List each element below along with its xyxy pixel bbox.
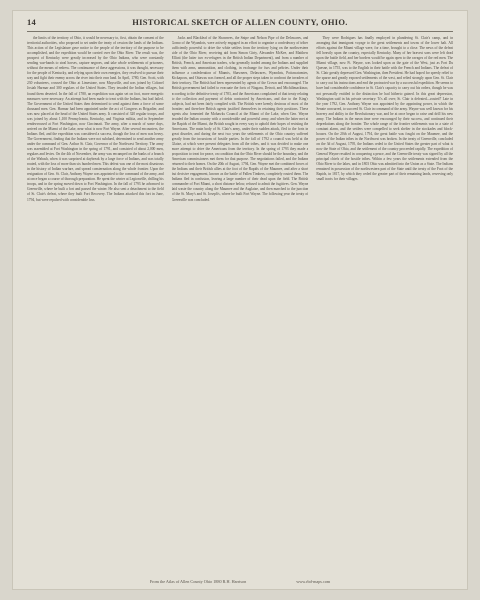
column-1: [27, 36, 164, 571]
page-header: [27, 17, 453, 31]
page-footer: [27, 579, 453, 584]
footer-source: From the Atlas of Allen County Ohio 1880 R.H. Harrison: [149, 579, 247, 584]
atlas-page: [12, 10, 468, 590]
text-columns: [27, 36, 453, 571]
column-3: [316, 36, 453, 571]
column-1-text: the limits of the territory of Ohio, it would be necessary to, first, obtain the consent of the territorial authorities, who proposed to set under the treaty of cession the lands of the Indians. This action of the Legislature gave notice to the people of the territory of the purpose to be accomplished, and the expedition would be carried over the Ohio River. The result was, the prospect of Kentucky were greatly increased by the Ohio Indians, who were constantly sending war-bands to steal horses, capture negroes, and take whole settlements of prisoners, without the means of redress. The continuance of these aggressions, it was thought, necessary for the people of Kentucky, and relying upon their own energies, they resolved to pursue their way and fight their enemy across the river into their own land. In April, 1780, Gen. Scott, with 230 volunteers, crossed the Ohio at Limestone, now Maysville, and was joined by Colonel Josiah Harmar and 300 regulars of the United States. They invaded the Indian villages, but found them deserted. In the fall of 1780, an expedition was again set on foot, more energetic measures were necessary. An attempt had been made to treat with the Indians, but had failed. The Government of the United States then determined to send against them a force of some thousand men. Gen. Harmar had been appointed under the act of Congress as Brigadier, and was now placed at the head of the United States army. It consisted of 320 regular troops, and was joined by about 1,100 Pennsylvania, Kentucky, and Virginia militia, and in September rendezvoused at Fort Washington, now Cincinnati. The army, after a march of some days, arrived on the Miami of the Lake, near what is now Fort Wayne. After several encounters, the Indians fled, and the expedition was considered a success, though the loss of men was heavy. The Government, finding that the Indians were not subdued, determined to send another army under the command of Gen. Arthur St. Clair, Governor of the Northwest Territory. The army was assembled at Fort Washington in the spring of 1791, and consisted of about 2,000 men, regulars and levies. On the 4th of November, the army was encamped on the banks of a branch of the Wabash, when it was surprised at daybreak by a large force of Indians, and was totally routed, with the loss of more than six hundred men. This defeat was one of the most disastrous in the history of Indian warfare, and spread consternation along the whole frontier. Upon the resignation of Gen. St. Clair, Anthony Wayne was appointed to the command of the army, and at once began a course of thorough preparation. He spent the winter at Legionville, drilling his troops, and in the spring moved down to Fort Washington. In the fall of 1793 he advanced to Greenville, where he built a fort and passed the winter. He also sent a detachment to the field of St. Clair's defeat, where they built Fort Recovery. The Indians attacked this fort in June, 1794, but were repulsed with considerable loss.: [27, 36, 164, 202]
column-3-text: They were Rodrigues has finally employed in plundering St. Clair's camp, and in arranging that immigrant voyage to the great settlements and towns of the lower halt. All efforts against the Miami village were, for a time, brought to a close. The news of the defeat fell heavily upon the country, especially Kentucky. Many of her bravest sons were left dead upon the battle field, and her borders would be again open to the ravages of the red men. The Miami village, now Ft. Wayne, was looked upon as the gate of the West, just as Fort Du Quesne, in 1755, was to the English in their battle with the French and Indians. The defeat of St. Clair greatly depressed Gen. Washington, then President. He had hoped for speedy relief to the sparse and greatly exposed settlements of the west, and relied strongly upon Gen. St. Clair to carry out his instructions and end the protracted war by a successful expedition. He seems to have had considerable confidence in St. Clair's capacity to carry out his orders, though he was not personally entitled to the distinction he had hitherto gained. In this great depression, Washington said in his private secretary: 'It's all over; St. Clair is defeated—routed!' Late in the year 1792, Gen. Anthony Wayne was appointed by the appointing power, in which the Senate concurred, to succeed St. Clair in command of the army. Wayne was well known for his bravery and ability in the Revolutionary war, and he at once began to raise and drill his new army. The Indians in the mean time were encouraged by their success, and continued their depredations along the frontier. The whole range of the frontier settlements was in a state of constant alarm, and the settlers were compelled to seek shelter in the stockades and block-houses. On the 20th of August, 1794, the great battle was fought on the Maumee, and the power of the Indian tribes in the Northwest was broken. In the treaty of Greenville, concluded on the 3d of August, 1795, the Indians ceded to the United States the greater part of what is now the State of Ohio, and the settlement of the country proceeded rapidly. The expedition of General Wayne resulted in conquering a peace, and the Greenville treaty was signed by all the principal chiefs of the hostile tribes. Within a few years the settlements extended from the Ohio River to the lakes, and in 1803 Ohio was admitted into the Union as a State. The Indians remained in possession of the northwestern part of the State until the treaty of the Foot of the Rapids, in 1817, by which they ceded the greater part of their remaining lands, reserving only small tracts for their villages.: [316, 36, 454, 182]
column-2-text: Jacks and Blackleaf of the Shawnees, the Snipe and Nelson Pipe of the Delawares, and Gomo of the Wyandots, were actively engaged in an effort to organize a confederacy of tribes sufficiently powerful to drive the white settlers from the territory lying on the northwestern side of the Ohio River, receiving aid from Simon Girty, Alexander McKee, and Matthew Elliott (the latter two ex-refugees in the British Indian Department), and from a number of British, French, and American traders, who generally traded among the Indians and supplied them with arms, ammunition, and clothing, in exchange for furs and peltries. Under their influence a confederation of Miamis, Shawnees, Delawares, Wyandots, Pottawatomies, Kickapoos, and Ottawas was formed, and all the proper steps taken to confront the invaders of their territory. The British had been represented by agents of the Crown and encouraged. The British government had failed to evacuate the forts of Niagara, Detroit, and Michilimackinac, according to the definitive treaty of 1783, and the Americans complained of that treaty relating to the collection and payment of debts contracted by Americans, and due to the King's subjects, had not been fairly complied with. The British were keenly desirous of most of the frontier; and therefore British agents justified themselves in retaining their positions. These agents also fomented the Mohawks Council at the Miami of the Lake, when Gen. Wayne invaded the Indian country with a considerable and powerful army, and when the latter met at the Rapids of the Miami, the British sought in every way to uphold their hopes of resisting the Americans. The main body of St. Clair's army, under their sudden attack, fled to the forts in great disorder, and during the next two years the settlements of the Ohio country suffered greatly from the incursions of hostile parties. In the fall of 1792 a council was held at the Glaize, at which were present delegates from all the tribes, and it was decided to make one more attempt to drive the Americans from the territory. In the spring of 1793 they made a proposition to treat for peace, on condition that the Ohio River should be the boundary, and the American commissioners met them for that purpose. The negotiations failed, and the Indians returned to their homes. On the 20th of August, 1794, Gen. Wayne met the combined forces of the Indians and their British allies at the foot of the Rapids of the Maumee, and after a short but decisive engagement, known as the battle of Fallen Timbers, completely routed them. The Indians fled in confusion, leaving a large number of their dead upon the field. The British commander of Fort Miami, a short distance below, refused to admit the fugitives. Gen. Wayne laid waste the country along the Maumee and the Auglaize, and then marched to the junction of the St. Mary's and St. Joseph's, where he built Fort Wayne. The following year the treaty of Greenville was concluded.: [171, 36, 309, 202]
footer-url: www.rbd-maps.com: [296, 579, 331, 584]
header-rule: [27, 31, 453, 32]
page-title: HISTORICAL SKETCH OF ALLEN COUNTY, OHIO.: [132, 17, 348, 27]
page-number: 14: [27, 17, 37, 27]
column-2: [172, 36, 309, 571]
